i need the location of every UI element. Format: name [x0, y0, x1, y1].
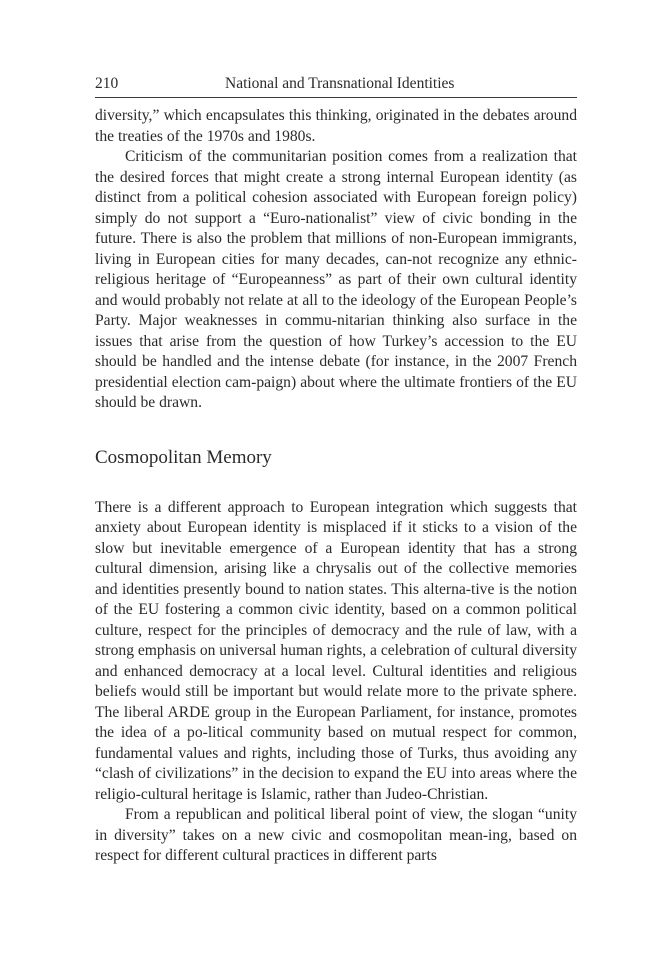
paragraph-criticism: Criticism of the communitarian position comes from a realization that the desired forces that might create a strong internal European identity (as distinct from a political cohesion associated with European foreign policy) simply do not support a “Euro-nationalist” view of civic bonding in the future. There is also the problem that millions of non-European immigrants, living in European cities for many decades, can-not recognize any ethnic-religious heritage of “Europeanness” as part of their own cultural identity and would probably not relate at all to the ideology of the European People’s Party. Major weaknesses in commu-nitarian thinking also surface in the issues that arise from the question of how Turkey’s accession to the EU should be handled and the intense debate (for instance, in the 2007 French presidential election cam-paign) about where the ultimate frontiers of the EU should be drawn.: [95, 148, 577, 411]
paragraph-republican-view: From a republican and political liberal point of view, the slogan “unity in diversity” takes on a new civic and cosmopolitan mean-ing, based on respect for different cultural practices in different parts: [95, 806, 577, 864]
running-header: [95, 74, 577, 98]
page-number: 210: [95, 75, 119, 92]
section-cosmopolitan-memory: [95, 498, 577, 867]
running-title: National and Transnational Identities: [225, 75, 455, 92]
book-page: [95, 74, 577, 867]
paragraph-continuation: diversity,” which encapsulates this thinking, originated in the debates around the treaties of the 1970s and 1980s.: [95, 107, 577, 145]
section-communitarian: [95, 106, 577, 414]
section-heading: Cosmopolitan Memory: [95, 446, 272, 468]
paragraph-different-approach: There is a different approach to European integration which suggests that anxiety about European identity is misplaced if it sticks to a vision of the slow but inevitable emergence of a European identity that has a strong cultural dimension, arising like a chrysalis out of the collective memories and identities presently bound to nation states. This alterna-tive is the notion of the EU fostering a common civic identity, based on a common political culture, respect for the principles of democracy and the rule of law, with a strong emphasis on universal human rights, a celebration of cultural diversity and enhanced democracy at a local level. Cultural identities and religious beliefs would still be important but would relate more to the private sphere. The liberal ARDE group in the European Parliament, for instance, promotes the idea of a po-litical community based on mutual respect for common, fundamental values and rights, including those of Turks, thus avoiding any “clash of civilizations” in the decision to expand the EU into areas where the religio-cultural heritage is Islamic, rather than Judeo-Christian.: [95, 498, 577, 803]
